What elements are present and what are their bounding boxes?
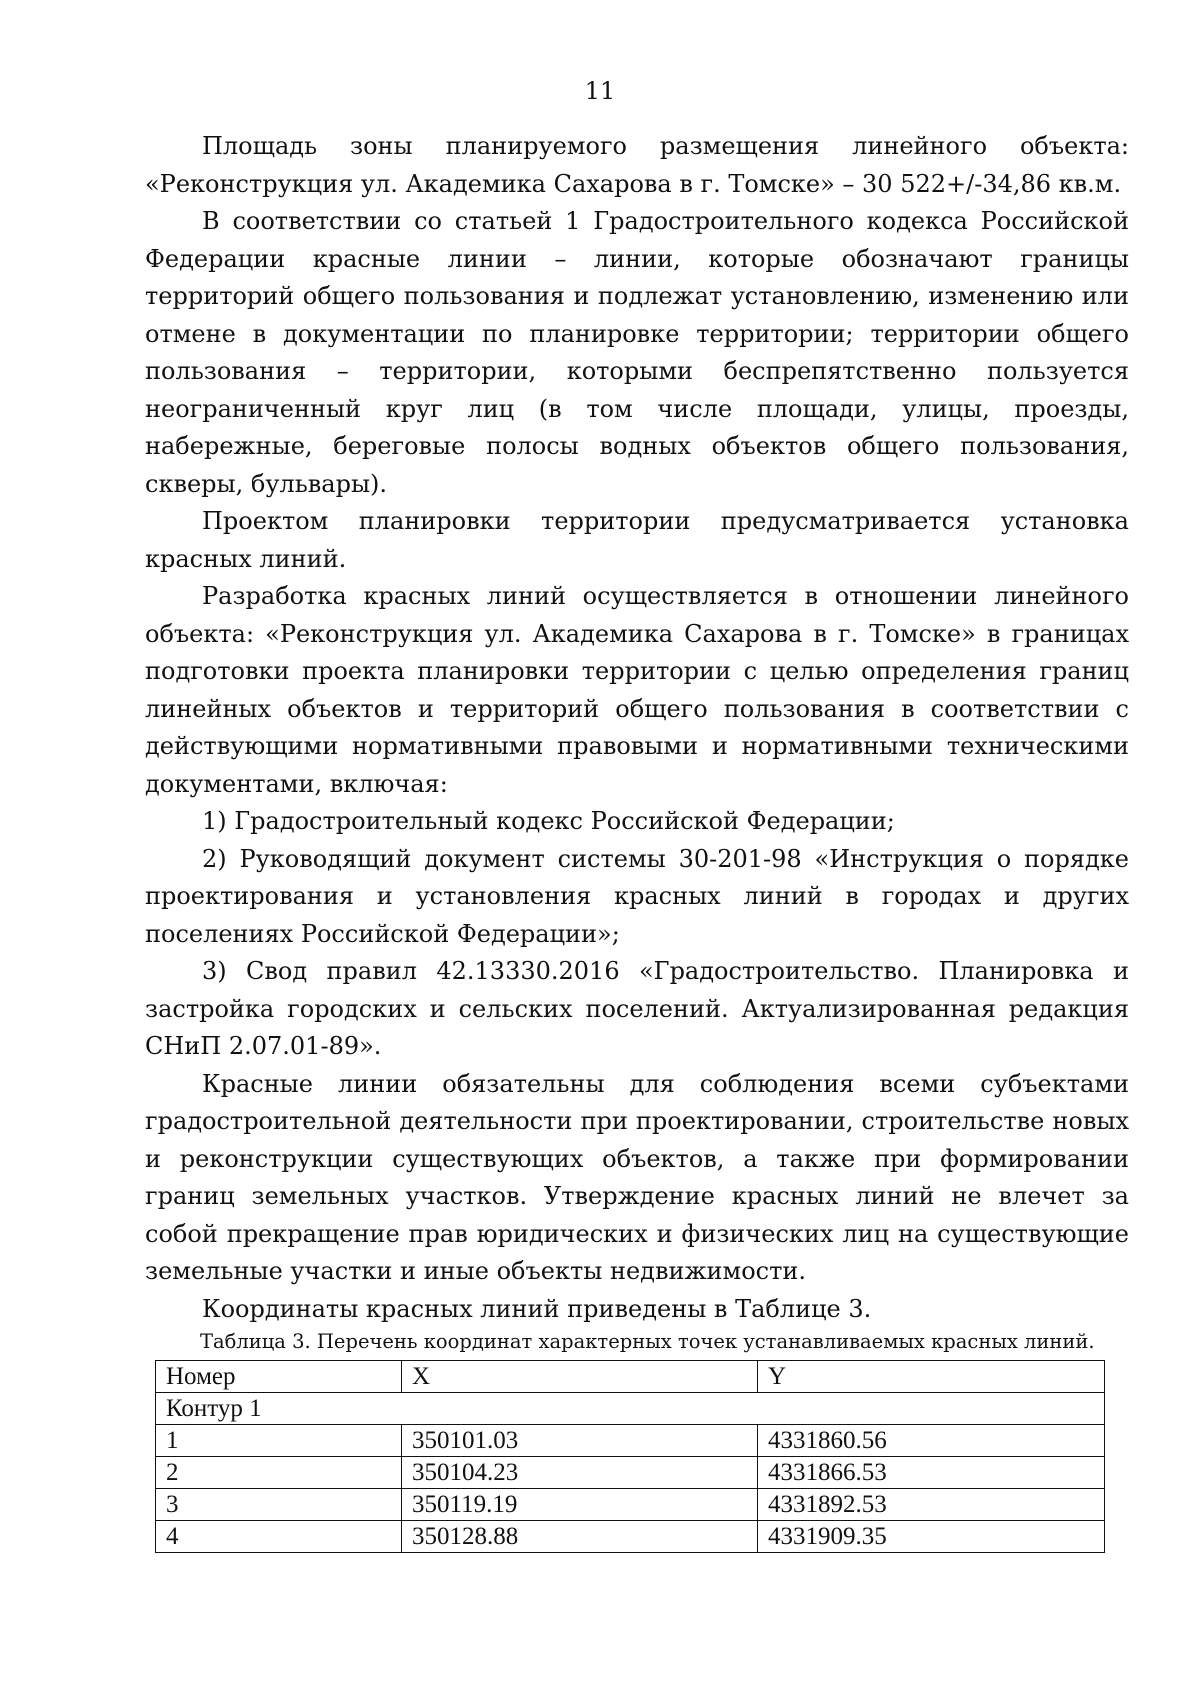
- cell-x: 350101.03: [402, 1425, 758, 1457]
- paragraph-planning-project: Проектом планировки территории предусматривается установка красных линий.: [145, 507, 1129, 573]
- page-number: 11: [584, 77, 616, 105]
- list-item-3: 3) Свод правил 42.13330.2016 «Градостроительство. Планировка и застройка городских и сельских поселений. Актуализированная редакция СНиП 2.07.01-89».: [145, 957, 1129, 1060]
- cell-y: 4331866.53: [758, 1457, 1105, 1489]
- cell-y: 4331860.56: [758, 1425, 1105, 1457]
- cell-x: 350104.23: [402, 1457, 758, 1489]
- body-text: [145, 128, 1129, 1328]
- paragraph-obligations: Красные линии обязательны для соблюдения всеми субъектами градостроительной деятельности при проектировании, строительстве новых и реконструкции существующих объектов, а также при формировании границ земельных участков. Утверждение красных линий не влечет за собой прекращение прав юридических и физических лиц на существующие земельные участки и иные объекты недвижимости.: [145, 1069, 1129, 1285]
- contour-label: Контур 1: [156, 1393, 1105, 1425]
- paragraph-coordinates-reference: Координаты красных линий приведены в Таблице 3.: [202, 1294, 872, 1323]
- cell-number: 3: [156, 1489, 402, 1521]
- coordinates-table: [155, 1360, 1105, 1553]
- table-row: [156, 1489, 1105, 1521]
- cell-number: 1: [156, 1425, 402, 1457]
- table-row: [156, 1521, 1105, 1553]
- paragraph-zone-area: Площадь зоны планируемого размещения линейного объекта: «Реконструкция ул. Академика Сахарова в г. Томске» – 30 522+/-34,86 кв.м.: [145, 132, 1129, 198]
- header-y: Y: [758, 1361, 1105, 1393]
- cell-y: 4331909.35: [758, 1521, 1105, 1553]
- table-row: [156, 1457, 1105, 1489]
- cell-y: 4331892.53: [758, 1489, 1105, 1521]
- cell-x: 350128.88: [402, 1521, 758, 1553]
- list-item-1: 1) Градостроительный кодекс Российской Федерации;: [202, 807, 895, 835]
- cell-number: 2: [156, 1457, 402, 1489]
- table-group-row: [156, 1393, 1105, 1425]
- cell-number: 4: [156, 1521, 402, 1553]
- table-caption: Таблица 3. Перечень координат характерных точек устанавливаемых красных линий.: [200, 1330, 1095, 1353]
- list-item-2: 2) Руководящий документ системы 30-201-98 «Инструкция о порядке проектирования и установления красных линий в городах и других поселениях Российской Федерации»;: [145, 844, 1129, 948]
- paragraph-red-lines-definition: В соответствии со статьей 1 Градостроительного кодекса Российской Федерации красные линии – линии, которые обозначают границы территорий общего пользования и подлежат установлению, изменению или отмене в документации по планировке территории; территории общего пользования – территории, которыми беспрепятственно пользуется неограниченный круг лиц (в том числе площади, улицы, проезды, набережные, береговые полосы водных объектов общего пользования, скверы, бульвары).: [145, 207, 1129, 498]
- paragraph-development: Разработка красных линий осуществляется в отношении линейного объекта: «Реконструкция ул. Академика Сахарова в г. Томске» в границах подготовки проекта планировки территории с целью определения границ линейных объектов и территорий общего пользования в соответствии с действующими нормативными правовыми и нормативными техническими документами, включая:: [145, 582, 1129, 798]
- table-row: [156, 1425, 1105, 1457]
- cell-x: 350119.19: [402, 1489, 758, 1521]
- header-number: Номер: [156, 1361, 402, 1393]
- header-x: X: [402, 1361, 758, 1393]
- table-header-row: [156, 1361, 1105, 1393]
